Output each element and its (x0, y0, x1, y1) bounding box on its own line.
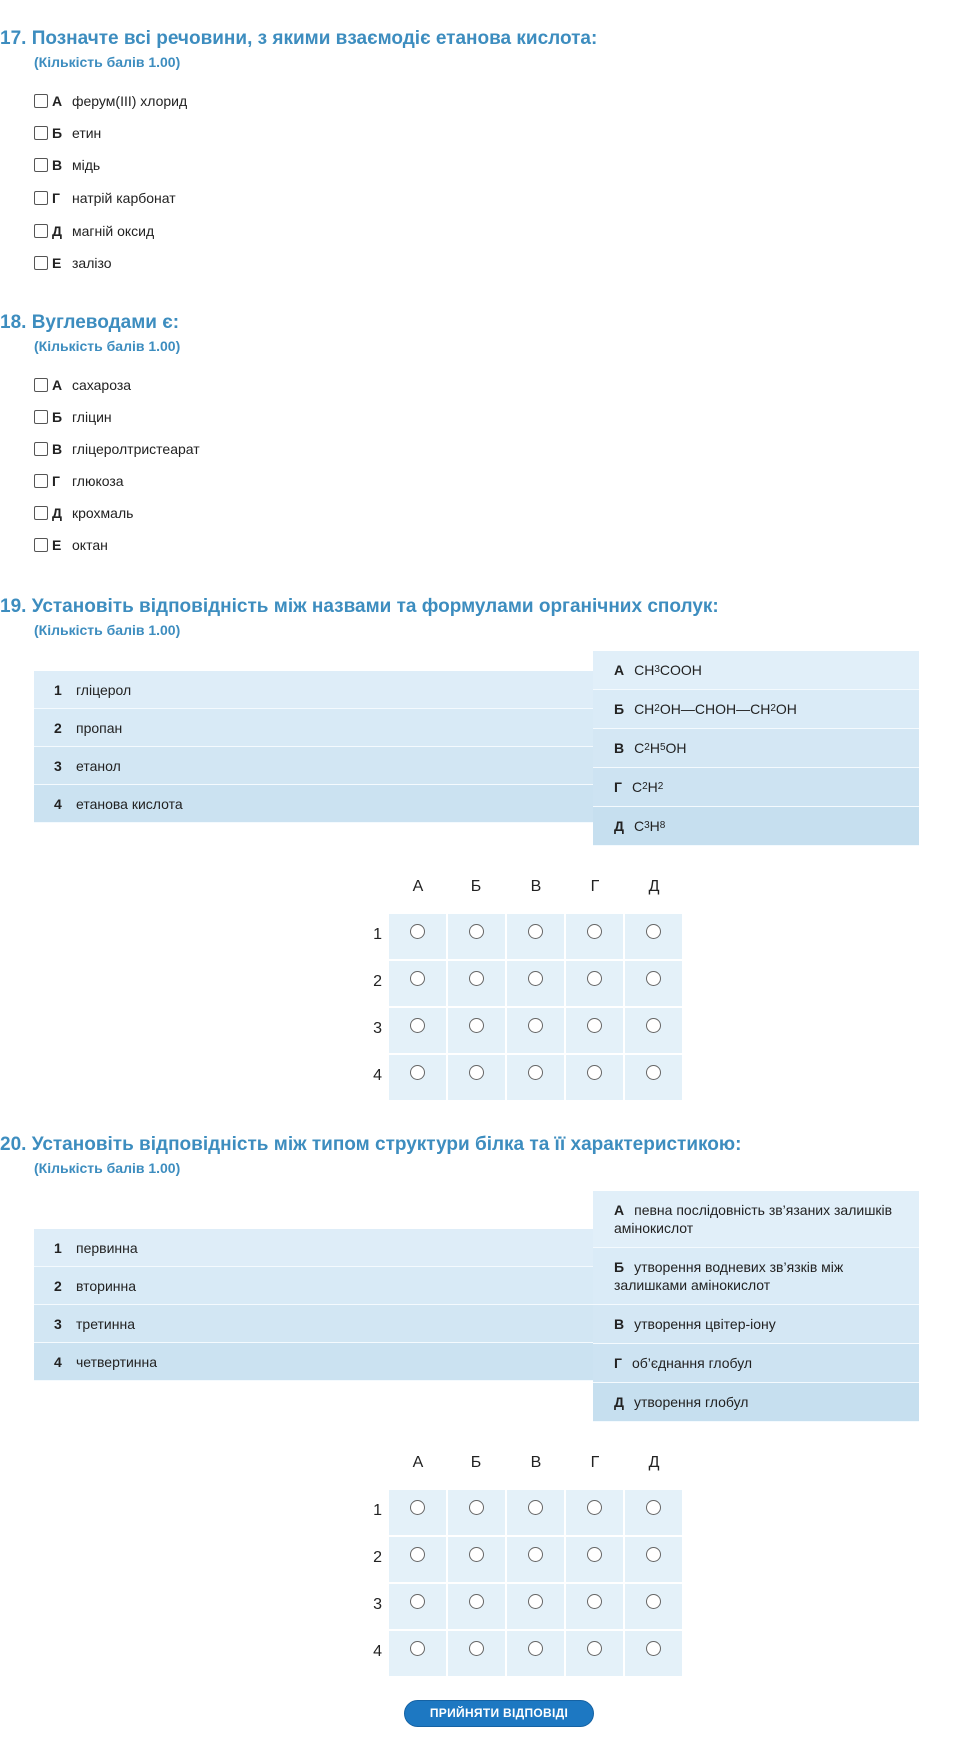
q20-points: (Кількість балів 1.00) (34, 1160, 181, 1176)
q18-option-d[interactable]: Г глюкоза (34, 471, 124, 491)
radio-3-c[interactable] (528, 1018, 543, 1033)
checkbox[interactable] (34, 442, 48, 456)
q18-option-c[interactable]: В гліцеролтристеарат (34, 439, 200, 459)
radio-4-e[interactable] (646, 1641, 661, 1656)
q18-points: (Кількість балів 1.00) (34, 338, 181, 354)
radio-1-b[interactable] (469, 1500, 484, 1515)
q20-col-header: Г (590, 1454, 600, 1471)
q19-col-header: В (530, 878, 542, 895)
grid-cell (566, 1631, 623, 1676)
radio-4-e[interactable] (646, 1065, 661, 1080)
q19-row-label: 4 (373, 1067, 382, 1084)
q20-row-label: 2 (373, 1549, 382, 1566)
radio-4-b[interactable] (469, 1065, 484, 1080)
grid-cell (625, 914, 682, 959)
radio-4-c[interactable] (528, 1641, 543, 1656)
q20-row-label: 3 (373, 1596, 382, 1613)
q19-row-label: 1 (373, 926, 382, 943)
grid-cell (625, 1490, 682, 1535)
radio-1-e[interactable] (646, 924, 661, 939)
grid-cell (389, 961, 446, 1006)
radio-4-c[interactable] (528, 1065, 543, 1080)
q19-title: 19. Установіть відповідність між назвами та формулами органічних сполук: (0, 596, 719, 617)
checkbox[interactable] (34, 94, 48, 108)
checkbox[interactable] (34, 538, 48, 552)
checkbox[interactable] (34, 224, 48, 238)
radio-1-c[interactable] (528, 924, 543, 939)
checkbox[interactable] (34, 474, 48, 488)
q18-option-b[interactable]: Б гліцин (34, 407, 112, 427)
grid-cell (389, 1490, 446, 1535)
checkbox[interactable] (34, 126, 48, 140)
grid-cell (507, 1631, 564, 1676)
q20-col-header: Б (470, 1454, 482, 1471)
radio-3-c[interactable] (528, 1594, 543, 1609)
q17-points: (Кількість балів 1.00) (34, 54, 181, 70)
q20-col-header: А (412, 1454, 424, 1471)
q20-char-e: Д утворення глобул (593, 1383, 919, 1422)
radio-2-e[interactable] (646, 971, 661, 986)
grid-cell (448, 1584, 505, 1629)
radio-3-e[interactable] (646, 1018, 661, 1033)
grid-cell (566, 1008, 623, 1053)
grid-cell (566, 1584, 623, 1629)
grid-cell (448, 1631, 505, 1676)
radio-3-a[interactable] (410, 1018, 425, 1033)
checkbox[interactable] (34, 378, 48, 392)
radio-4-d[interactable] (587, 1641, 602, 1656)
grid-cell (389, 1584, 446, 1629)
radio-4-a[interactable] (410, 1065, 425, 1080)
q20-type-4: 4 четвертинна (34, 1343, 594, 1381)
q19-formula-d: Г C 2 H 2 (593, 768, 919, 807)
q19-formula-c: В C 2 H 5 OH (593, 729, 919, 768)
grid-cell (507, 1537, 564, 1582)
grid-cell (566, 1490, 623, 1535)
q17-option-b[interactable]: Б етин (34, 123, 101, 143)
q19-points: (Кількість балів 1.00) (34, 622, 181, 638)
checkbox[interactable] (34, 191, 48, 205)
grid-cell (448, 961, 505, 1006)
grid-cell (448, 1537, 505, 1582)
radio-4-d[interactable] (587, 1065, 602, 1080)
grid-cell (507, 1490, 564, 1535)
q19-formula-e: Д C 3 H 8 (593, 807, 919, 846)
grid-cell (448, 1490, 505, 1535)
q20-type-1: 1 первинна (34, 1229, 594, 1267)
radio-2-d[interactable] (587, 1547, 602, 1562)
q20-answer-grid (362, 1454, 682, 1676)
submit-answers-button[interactable]: ПРИЙНЯТИ ВІДПОВІДІ (404, 1700, 594, 1727)
grid-cell (566, 914, 623, 959)
q18-option-e[interactable]: Д крохмаль (34, 503, 133, 523)
radio-3-b[interactable] (469, 1018, 484, 1033)
q20-types-table (34, 1229, 594, 1381)
q20-char-d: Г об’єднання глобул (593, 1344, 919, 1383)
q19-col-header: Г (590, 878, 600, 895)
q19-row-label: 3 (373, 1020, 382, 1037)
radio-1-a[interactable] (410, 924, 425, 939)
grid-cell (566, 961, 623, 1006)
q17-option-e[interactable]: Д магній оксид (34, 221, 154, 241)
q19-name-3: 3 етанол (34, 747, 594, 785)
radio-2-a[interactable] (410, 1547, 425, 1562)
radio-3-d[interactable] (587, 1594, 602, 1609)
q19-col-header: Д (648, 878, 660, 895)
q19-name-1: 1 гліцерол (34, 671, 594, 709)
radio-1-c[interactable] (528, 1500, 543, 1515)
radio-1-d[interactable] (587, 924, 602, 939)
radio-4-a[interactable] (410, 1641, 425, 1656)
grid-cell (448, 1055, 505, 1100)
grid-cell (625, 1008, 682, 1053)
q19-name-4: 4 етанова кислота (34, 785, 594, 823)
q17-option-f[interactable]: Е залізо (34, 253, 112, 273)
q17-title: 17. Позначте всі речовини, з якими взаємодіє етанова кислота: (0, 28, 598, 49)
grid-cell (625, 961, 682, 1006)
grid-cell (507, 914, 564, 959)
q20-char-a: А певна послідовність зв’язаних залишків амінокислот (593, 1191, 919, 1248)
grid-cell (389, 914, 446, 959)
q20-type-2: 2 вторинна (34, 1267, 594, 1305)
q20-col-header: В (530, 1454, 542, 1471)
radio-2-a[interactable] (410, 971, 425, 986)
radio-3-a[interactable] (410, 1594, 425, 1609)
grid-cell (389, 1537, 446, 1582)
radio-3-e[interactable] (646, 1594, 661, 1609)
q20-row-label: 4 (373, 1643, 382, 1660)
q19-formulas-table (593, 651, 919, 846)
radio-2-e[interactable] (646, 1547, 661, 1562)
grid-cell (566, 1055, 623, 1100)
q18-option-a[interactable]: А сахароза (34, 375, 131, 395)
radio-2-d[interactable] (587, 971, 602, 986)
checkbox[interactable] (34, 506, 48, 520)
radio-2-b[interactable] (469, 971, 484, 986)
grid-cell (625, 1584, 682, 1629)
q17-option-d[interactable]: Г натрій карбонат (34, 188, 176, 208)
checkbox[interactable] (34, 410, 48, 424)
q19-formula-a: А CH 3 COOH (593, 651, 919, 690)
q20-row-label: 1 (373, 1502, 382, 1519)
q20-char-c: В утворення цвітер-іону (593, 1305, 919, 1344)
grid-cell (448, 1008, 505, 1053)
radio-1-b[interactable] (469, 924, 484, 939)
q20-type-3: 3 третинна (34, 1305, 594, 1343)
radio-3-d[interactable] (587, 1018, 602, 1033)
q19-col-header: А (412, 878, 424, 895)
grid-cell (389, 1008, 446, 1053)
grid-cell (625, 1631, 682, 1676)
checkbox[interactable] (34, 158, 48, 172)
radio-2-c[interactable] (528, 1547, 543, 1562)
q20-title: 20. Установіть відповідність між типом структури білка та її характеристикою: (0, 1134, 742, 1155)
grid-cell (389, 1631, 446, 1676)
grid-cell (507, 961, 564, 1006)
q20-char-b: Б утворення водневих зв’язків між залишками амінокислот (593, 1248, 919, 1305)
q18-title: 18. Вуглеводами є: (0, 312, 180, 333)
q20-col-header: Д (648, 1454, 660, 1471)
radio-4-b[interactable] (469, 1641, 484, 1656)
grid-cell (507, 1055, 564, 1100)
grid-cell (507, 1584, 564, 1629)
q19-names-table (34, 671, 594, 823)
grid-cell (625, 1055, 682, 1100)
q19-name-2: 2 пропан (34, 709, 594, 747)
q19-row-label: 2 (373, 973, 382, 990)
q17-option-a[interactable]: А ферум(ІІІ) хлорид (34, 91, 187, 111)
grid-cell (507, 1008, 564, 1053)
q18-option-f[interactable]: Е октан (34, 535, 108, 555)
radio-1-e[interactable] (646, 1500, 661, 1515)
grid-cell (448, 914, 505, 959)
q19-formula-b: Б CH 2 OH—CHOH—CH 2 OH (593, 690, 919, 729)
grid-cell (389, 1055, 446, 1100)
q19-answer-grid (362, 878, 682, 1100)
grid-cell (566, 1537, 623, 1582)
q20-characteristics-table (593, 1191, 919, 1422)
q19-col-header: Б (470, 878, 482, 895)
checkbox[interactable] (34, 256, 48, 270)
radio-2-c[interactable] (528, 971, 543, 986)
q17-option-c[interactable]: В мідь (34, 155, 100, 175)
grid-cell (625, 1537, 682, 1582)
radio-2-b[interactable] (469, 1547, 484, 1562)
radio-3-b[interactable] (469, 1594, 484, 1609)
radio-1-a[interactable] (410, 1500, 425, 1515)
radio-1-d[interactable] (587, 1500, 602, 1515)
